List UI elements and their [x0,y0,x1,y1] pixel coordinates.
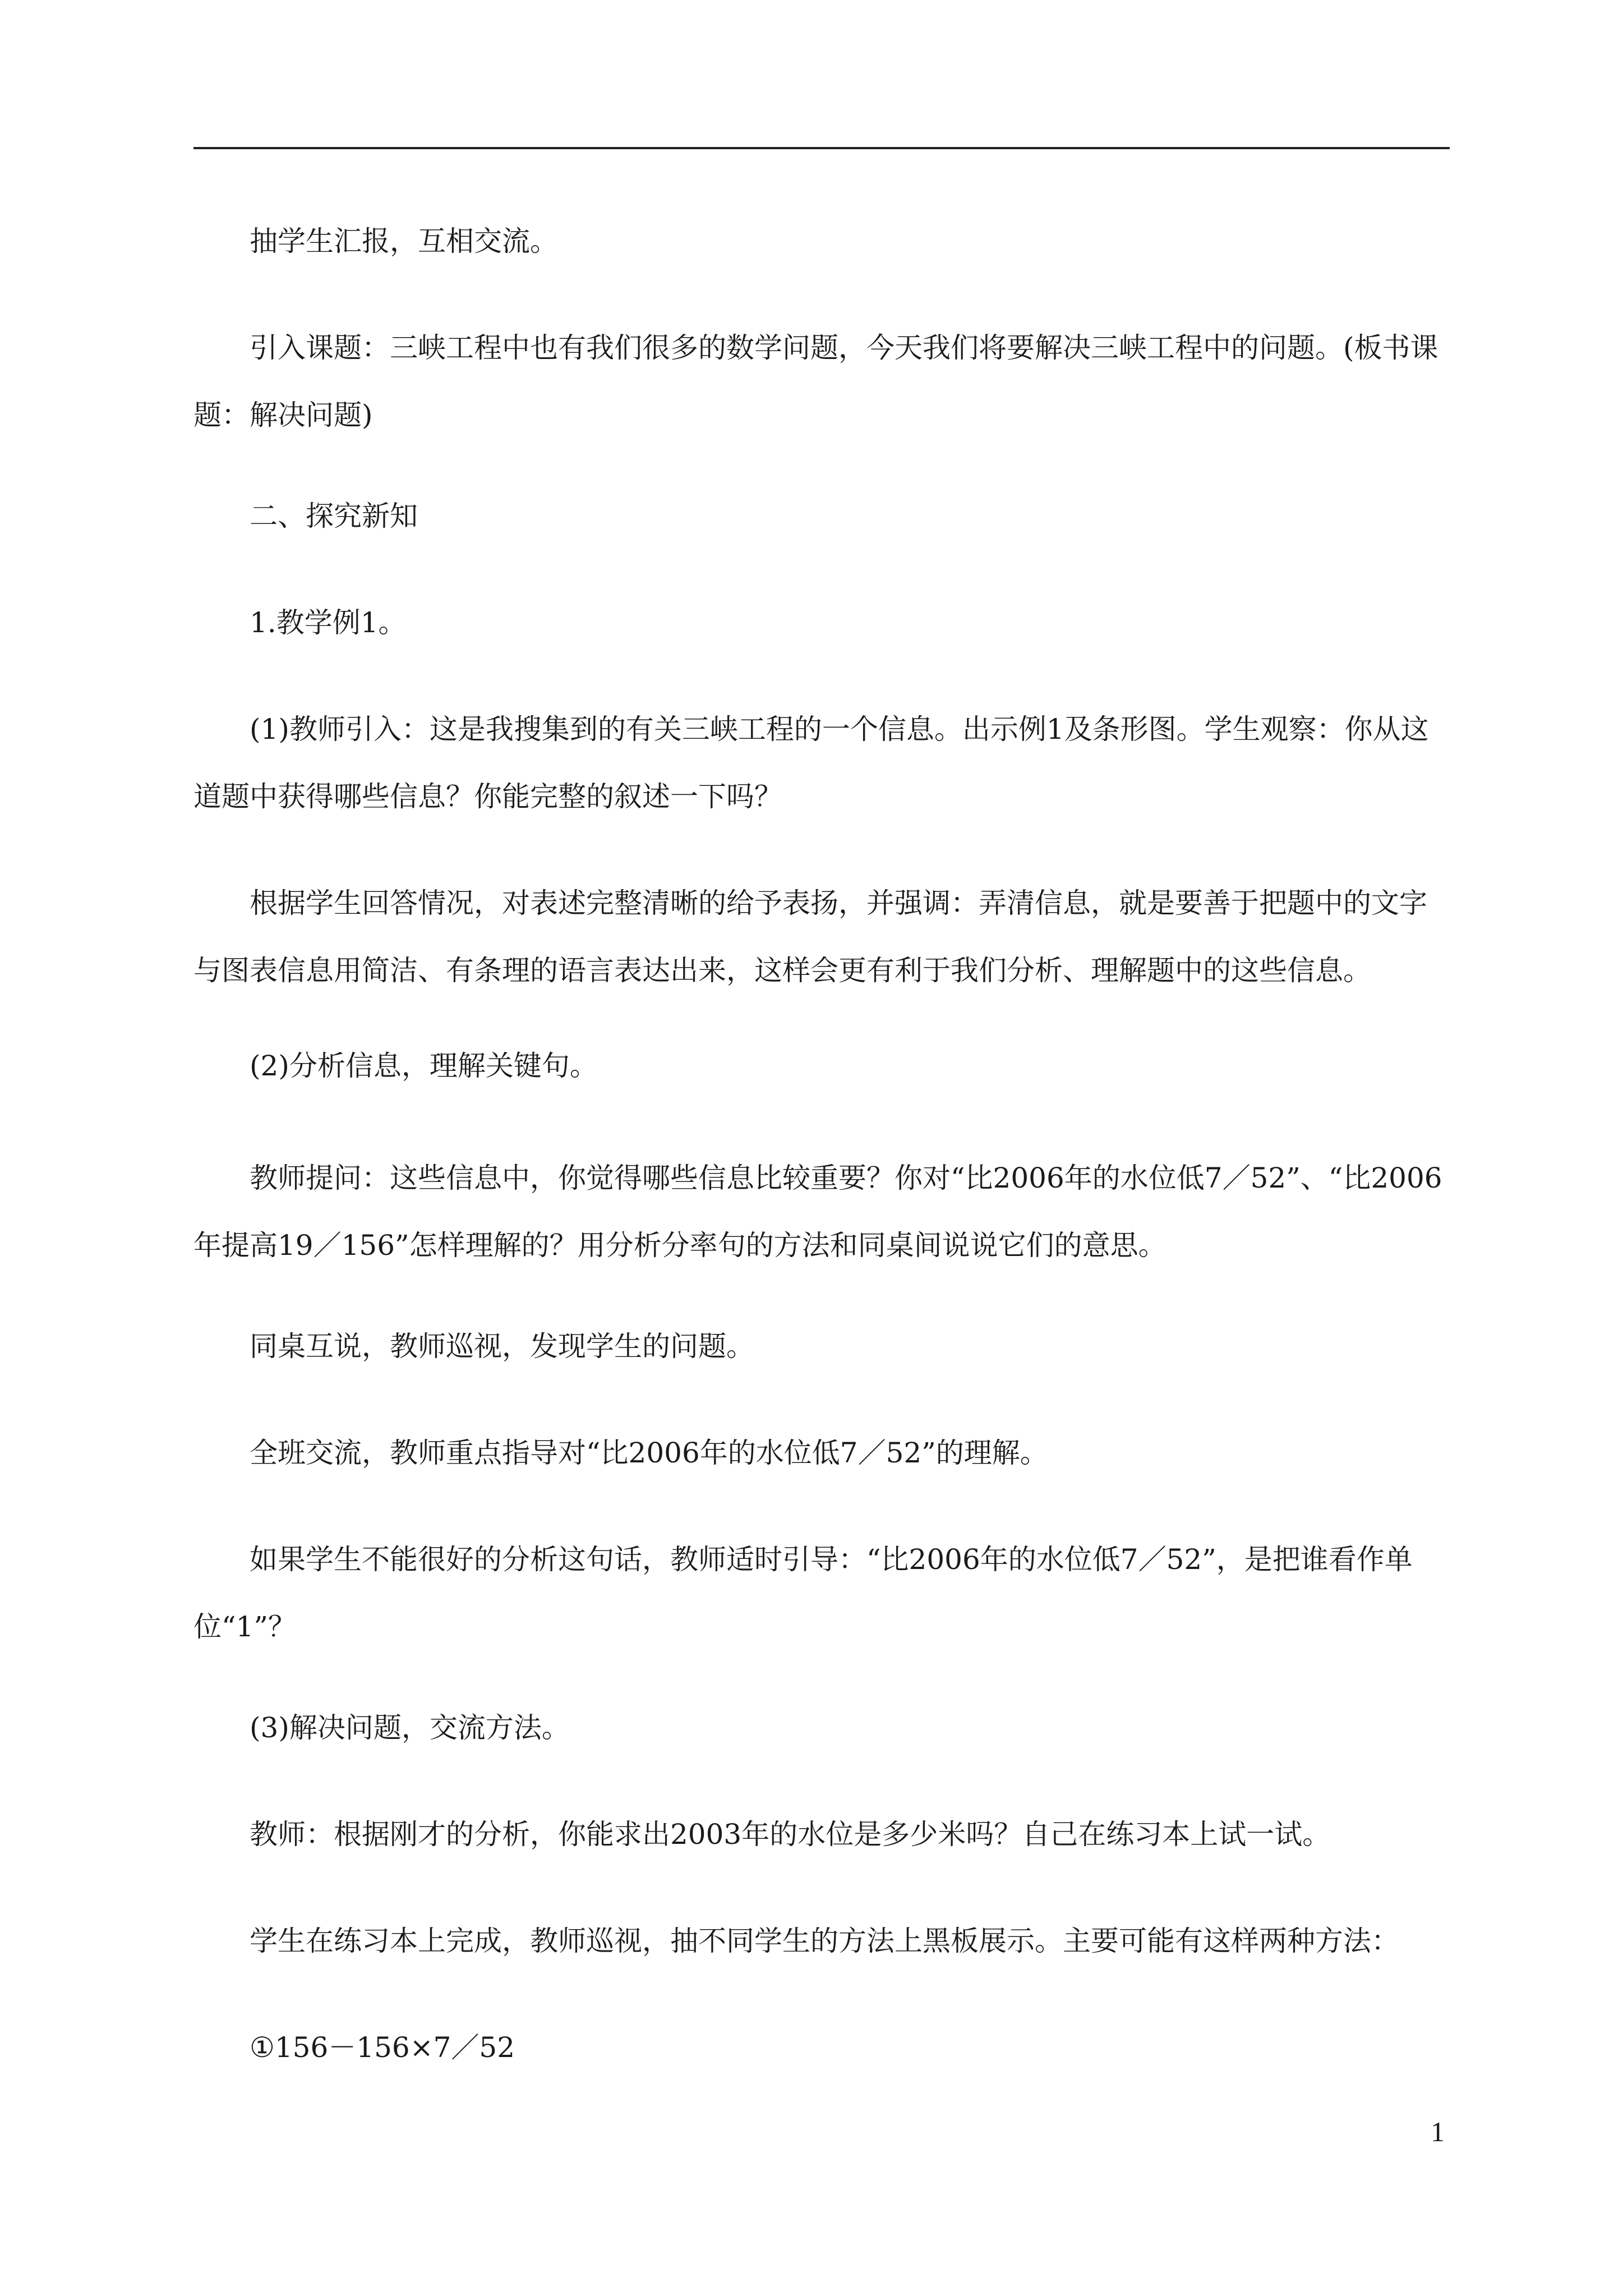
page-number: 1 [1431,2116,1445,2147]
paragraph-teacher-intro: (1)教师引入：这是我搜集到的有关三峡工程的一个信息。出示例1及条形图。学生观察：你从这道题中获得哪些信息？你能完整的叙述一下吗？ [193,713,1429,813]
paragraph-guidance: 如果学生不能很好的分析这句话，教师适时引导：“比2006年的水位低7／52”，是把谁看作单位“1”？ [193,1543,1413,1643]
section-heading-explore: 二、探究新知 [250,500,418,532]
paragraph-student-report: 抽学生汇报，互相交流。 [250,225,558,257]
paragraph-introduce-topic: 引入课题：三峡工程中也有我们很多的数学问题，今天我们将要解决三峡工程中的问题。(板书课题：解决问题) [193,332,1438,431]
paragraph-solve-problem: (3)解决问题，交流方法。 [250,1711,570,1744]
header-rule [193,147,1450,149]
paragraph-teacher-ask-2003: 教师：根据刚才的分析，你能求出2003年的水位是多少米吗？自己在练习本上试一试。 [250,1818,1331,1851]
paragraph-teacher-question: 教师提问：这些信息中，你觉得哪些信息比较重要？你对“比2006年的水位低7／52”、“比2006年提高19／156”怎样理解的？用分析分率句的方法和同桌间说说它们的意思。 [193,1162,1442,1262]
paragraph-two-methods: 学生在练习本上完成，教师巡视，抽不同学生的方法上黑板展示。主要可能有这样两种方法： [250,1925,1399,1957]
paragraph-praise-emphasis: 根据学生回答情况，对表述完整清晰的给予表扬，并强调：弄清信息，就是要善于把题中的文字与图表信息用简洁、有条理的语言表达出来，这样会更有利于我们分析、理解题中的这些信息。 [193,887,1427,987]
paragraph-class-exchange: 全班交流，教师重点指导对“比2006年的水位低7／52”的理解。 [250,1437,1048,1469]
paragraph-method-1: ①156－156×7／52 [250,2031,515,2064]
paragraph-example-1: 1.教学例1。 [250,606,407,639]
paragraph-desk-mates: 同桌互说，教师巡视，发现学生的问题。 [250,1330,754,1363]
paragraph-analyze-info: (2)分析信息，理解关键句。 [250,1050,598,1082]
